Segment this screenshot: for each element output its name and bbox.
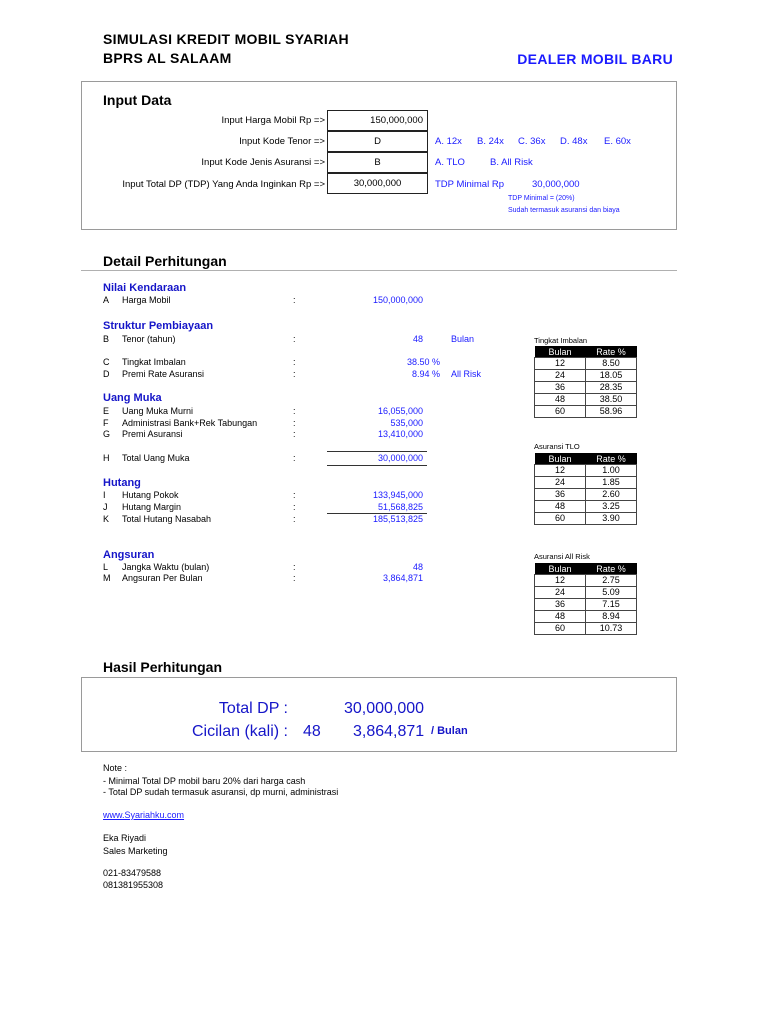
row-colon: : bbox=[293, 490, 296, 500]
row-value: 16,055,000 bbox=[377, 406, 423, 416]
row-name: Administrasi Bank+Rek Tabungan bbox=[122, 418, 258, 428]
table-row bbox=[535, 370, 637, 382]
cell-bulan: 48 bbox=[535, 611, 586, 623]
asuransi-input[interactable]: B bbox=[327, 152, 428, 173]
detail-row-m bbox=[0, 573, 768, 585]
row-value: 150,000,000 bbox=[372, 295, 423, 305]
col-bulan: Bulan bbox=[535, 563, 586, 575]
total-dp-label: Total DP : bbox=[218, 700, 288, 717]
cell-rate: 1.85 bbox=[586, 477, 637, 489]
tenor-option-e: E. 60x bbox=[604, 136, 631, 147]
table-row bbox=[535, 501, 637, 513]
asuransi-option-b: B. All Risk bbox=[490, 157, 533, 168]
tdp-note-1: TDP Minimal = (20%) bbox=[508, 195, 575, 202]
harga-label: Input Harga Mobil Rp => bbox=[221, 115, 325, 126]
row-colon: : bbox=[293, 573, 296, 583]
tlo-table-title: Asuransi TLO bbox=[534, 442, 580, 451]
cell-bulan: 60 bbox=[535, 406, 586, 418]
table-row bbox=[535, 611, 637, 623]
contact-name: Eka Riyadi bbox=[103, 833, 147, 843]
row-code: H bbox=[103, 453, 110, 463]
phone-2: 081381955308 bbox=[103, 880, 164, 890]
detail-row-h bbox=[0, 453, 768, 465]
row-name: Angsuran Per Bulan bbox=[122, 573, 203, 583]
row-colon: : bbox=[293, 453, 296, 463]
row-name: Hutang Pokok bbox=[122, 490, 179, 500]
tenor-option-b: B. 24x bbox=[477, 136, 504, 147]
row-colon: : bbox=[293, 357, 296, 367]
harga-input[interactable]: 150,000,000 bbox=[327, 110, 428, 131]
table-row bbox=[535, 406, 637, 418]
cell-bulan: 60 bbox=[535, 623, 586, 635]
cell-rate: 18.05 bbox=[586, 370, 637, 382]
tlo-table bbox=[534, 453, 637, 525]
row-code: L bbox=[103, 562, 109, 572]
cell-bulan: 36 bbox=[535, 599, 586, 611]
detail-section-title: Detail Perhitungan bbox=[103, 253, 227, 269]
asuransi-label: Input Kode Jenis Asuransi => bbox=[201, 157, 325, 168]
tenor-option-d: D. 48x bbox=[560, 136, 588, 147]
cell-rate: 28.35 bbox=[586, 382, 637, 394]
table-row bbox=[535, 587, 637, 599]
cell-bulan: 12 bbox=[535, 465, 586, 477]
row-name: Total Hutang Nasabah bbox=[122, 514, 212, 524]
row-code: A bbox=[103, 295, 110, 305]
struktur-header: Struktur Pembiayaan bbox=[103, 320, 214, 332]
row-name: Jangka Waktu (bulan) bbox=[122, 562, 210, 572]
row-name: Tingkat Imbalan bbox=[122, 357, 186, 367]
row-name: Hutang Margin bbox=[122, 502, 182, 512]
row-code: J bbox=[103, 502, 108, 512]
row-code: B bbox=[103, 334, 110, 344]
cell-bulan: 60 bbox=[535, 513, 586, 525]
cell-rate: 7.15 bbox=[586, 599, 637, 611]
row-value: 38.50 % bbox=[406, 357, 440, 367]
cell-rate: 8.50 bbox=[586, 358, 637, 370]
row-value: 51,568,825 bbox=[377, 502, 423, 512]
row-value: 133,945,000 bbox=[372, 490, 423, 500]
cell-rate: 3.90 bbox=[586, 513, 637, 525]
imbalan-table bbox=[534, 346, 637, 418]
table-row bbox=[535, 394, 637, 406]
row-value: 48 bbox=[412, 334, 423, 344]
dp-input[interactable]: 30,000,000 bbox=[327, 173, 428, 194]
website-link[interactable]: www.Syariahku.com bbox=[103, 810, 185, 820]
cell-rate: 5.09 bbox=[586, 587, 637, 599]
cell-rate: 8.94 bbox=[586, 611, 637, 623]
col-rate: Rate % bbox=[586, 563, 637, 575]
contact-role: Sales Marketing bbox=[103, 846, 168, 856]
col-rate: Rate % bbox=[586, 453, 637, 465]
cicilan-label: Cicilan (kali) : bbox=[191, 723, 288, 740]
cell-rate: 1.00 bbox=[586, 465, 637, 477]
cicilan-unit: / Bulan bbox=[431, 725, 468, 737]
row-value: 30,000,000 bbox=[377, 453, 423, 463]
imbalan-table-title: Tingkat Imbalan bbox=[534, 336, 588, 345]
cell-bulan: 36 bbox=[535, 382, 586, 394]
input-section-title: Input Data bbox=[103, 92, 172, 108]
row-value: 13,410,000 bbox=[377, 429, 423, 439]
cell-rate: 2.75 bbox=[586, 575, 637, 587]
nilai-header: Nilai Kendaraan bbox=[103, 282, 187, 294]
row-colon: : bbox=[293, 295, 296, 305]
table-row bbox=[535, 358, 637, 370]
row-colon: : bbox=[293, 514, 296, 524]
cell-bulan: 48 bbox=[535, 394, 586, 406]
cell-bulan: 12 bbox=[535, 575, 586, 587]
angsuran-header: Angsuran bbox=[103, 549, 155, 561]
detail-divider bbox=[81, 270, 677, 271]
table-row bbox=[535, 477, 637, 489]
tenor-label: Input Kode Tenor => bbox=[239, 136, 325, 147]
row-code: C bbox=[103, 357, 110, 367]
row-value: 535,000 bbox=[390, 418, 423, 428]
dealer-label: DEALER MOBIL BARU bbox=[517, 51, 673, 67]
table-row bbox=[535, 623, 637, 635]
note-line-1: - Minimal Total DP mobil baru 20% dari harga cash bbox=[103, 776, 306, 786]
cell-rate: 58.96 bbox=[586, 406, 637, 418]
cell-bulan: 48 bbox=[535, 501, 586, 513]
subtotal-line bbox=[327, 451, 427, 452]
row-code: G bbox=[103, 429, 111, 439]
col-rate: Rate % bbox=[586, 346, 637, 358]
detail-row-c bbox=[0, 357, 768, 369]
col-bulan: Bulan bbox=[535, 346, 586, 358]
total-dp-value: 30,000,000 bbox=[344, 700, 425, 717]
tdp-min-value: 30,000,000 bbox=[532, 179, 580, 190]
detail-row-a bbox=[0, 295, 768, 307]
row-name: Premi Rate Asuransi bbox=[122, 369, 205, 379]
row-colon: : bbox=[293, 369, 296, 379]
row-unit: All Risk bbox=[451, 369, 482, 379]
dp-label: Input Total DP (TDP) Yang Anda Inginkan Rp => bbox=[122, 179, 325, 190]
row-code: F bbox=[103, 418, 109, 428]
tdp-min-label: TDP Minimal Rp bbox=[435, 179, 504, 190]
asuransi-option-a: A. TLO bbox=[435, 157, 465, 168]
row-value: 185,513,825 bbox=[372, 514, 423, 524]
row-code: M bbox=[103, 573, 111, 583]
detail-row-e bbox=[0, 406, 768, 418]
phone-1: 021-83479588 bbox=[103, 868, 162, 878]
cicilan-value: 3,864,871 bbox=[353, 723, 425, 740]
row-value: 48 bbox=[412, 562, 423, 572]
col-bulan: Bulan bbox=[535, 453, 586, 465]
table-row bbox=[535, 513, 637, 525]
allrisk-table bbox=[534, 563, 637, 635]
row-colon: : bbox=[293, 406, 296, 416]
row-name: Harga Mobil bbox=[122, 295, 171, 305]
hutang-header: Hutang bbox=[103, 477, 141, 489]
cell-rate: 2.60 bbox=[586, 489, 637, 501]
table-row bbox=[535, 599, 637, 611]
uangmuka-header: Uang Muka bbox=[103, 392, 162, 404]
table-row bbox=[535, 465, 637, 477]
cell-bulan: 24 bbox=[535, 370, 586, 382]
table-row bbox=[535, 575, 637, 587]
total-underline bbox=[327, 465, 427, 466]
row-colon: : bbox=[293, 418, 296, 428]
row-name: Premi Asuransi bbox=[122, 429, 183, 439]
row-name: Total Uang Muka bbox=[122, 453, 190, 463]
note-title: Note : bbox=[103, 763, 128, 773]
row-colon: : bbox=[293, 429, 296, 439]
cell-rate: 10.73 bbox=[586, 623, 637, 635]
row-code: K bbox=[103, 514, 110, 524]
row-unit: Bulan bbox=[451, 334, 475, 344]
cell-rate: 3.25 bbox=[586, 501, 637, 513]
tenor-input[interactable]: D bbox=[327, 131, 428, 152]
cell-bulan: 36 bbox=[535, 489, 586, 501]
allrisk-table-title: Asuransi All Risk bbox=[534, 552, 590, 561]
cell-bulan: 12 bbox=[535, 358, 586, 370]
row-name: Uang Muka Murni bbox=[122, 406, 194, 416]
tdp-note-2: Sudah termasuk asuransi dan biaya bbox=[508, 207, 620, 214]
tenor-option-a: A. 12x bbox=[435, 136, 462, 147]
cell-rate: 38.50 bbox=[586, 394, 637, 406]
cell-bulan: 24 bbox=[535, 587, 586, 599]
row-code: I bbox=[103, 490, 106, 500]
row-value: 3,864,871 bbox=[382, 573, 423, 583]
cell-bulan: 24 bbox=[535, 477, 586, 489]
table-row bbox=[535, 382, 637, 394]
note-line-2: - Total DP sudah termasuk asuransi, dp murni, administrasi bbox=[103, 787, 339, 797]
row-value: 8.94 % bbox=[411, 369, 440, 379]
cicilan-kali: 48 bbox=[303, 723, 321, 740]
detail-row-k bbox=[0, 514, 768, 526]
detail-row-i bbox=[0, 490, 768, 502]
row-code: E bbox=[103, 406, 110, 416]
detail-row-d bbox=[0, 369, 768, 381]
row-name: Tenor (tahun) bbox=[122, 334, 176, 344]
row-code: D bbox=[103, 369, 110, 379]
row-colon: : bbox=[293, 502, 296, 512]
hasil-section-title: Hasil Perhitungan bbox=[103, 659, 223, 675]
title-line1: SIMULASI KREDIT MOBIL SYARIAH bbox=[103, 31, 349, 47]
title-line2: BPRS AL SALAAM bbox=[103, 50, 232, 66]
table-row bbox=[535, 489, 637, 501]
row-colon: : bbox=[293, 562, 296, 572]
detail-row-g bbox=[0, 429, 768, 441]
row-colon: : bbox=[293, 334, 296, 344]
tenor-option-c: C. 36x bbox=[518, 136, 546, 147]
detail-row-b bbox=[0, 334, 768, 346]
